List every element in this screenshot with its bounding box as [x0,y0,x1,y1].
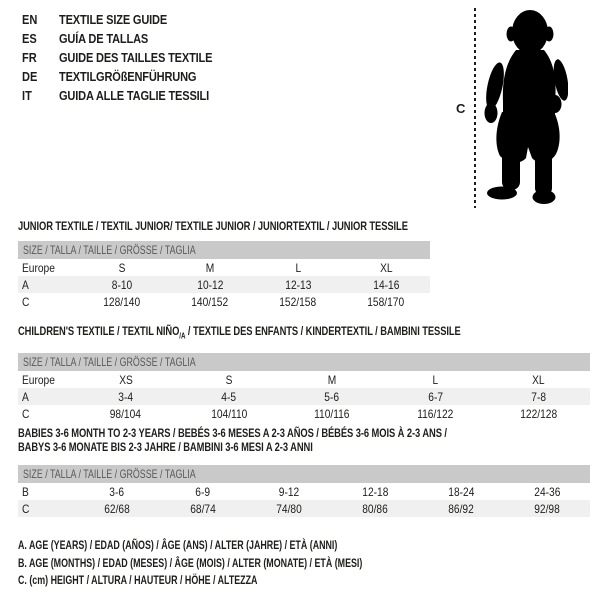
size-value: 68/74 [190,501,216,516]
size-value: 110/116 [314,406,350,421]
footnote: C. (cm) HEIGHT / ALTURA / HAUTEUR / HÖHE / ALTEZZA [18,573,258,587]
table-title-line: BABIES 3-6 MONTH TO 2-3 YEARS / BEBÉS 3-6 MESES A 2-3 AÑOS / BÉBÉS 3-6 MOIS À 2-3 ANS / [18,426,447,440]
guide-title: GUIDE DES TAILLES TEXTILE [59,50,213,65]
size-value: 14-16 [372,277,400,292]
size-header-label: SIZE / TALLA / TAILLE / GRÖSSE / TAGLIA [23,243,196,257]
table-cell [177,390,280,404]
table-cell [342,295,430,309]
size-value: S [225,372,233,387]
table-cell [280,407,383,421]
size-value: 92/98 [534,501,560,516]
table-cell [418,485,504,499]
size-value: 98/104 [110,406,142,421]
table-cell [254,295,342,309]
table-title [18,219,430,233]
table-cell [74,485,160,499]
table-cell [18,390,74,404]
table-cell [18,485,74,499]
table-cell [74,390,177,404]
size-header-label: SIZE / TALLA / TAILLE / GRÖSSE / TAGLIA [23,355,196,370]
table-cell [18,261,78,275]
guide-title: TEXTILE SIZE GUIDE [59,12,168,27]
size-value: 74/80 [276,501,302,516]
language-code: EN [22,12,38,27]
table-cell [504,485,590,499]
size-value: 62/68 [104,501,130,516]
footnote: A. AGE (YEARS) / EDAD (AÑOS) / ÂGE (ANS) / ALTER (JAHRE) / ETÀ (ANNI) [18,538,338,552]
language-code: ES [22,31,37,46]
size-value: 7-8 [531,389,546,404]
table-cell [280,390,383,404]
table-cell [78,261,166,275]
size-value: 4-5 [221,389,237,404]
guide-title: GUIDA ALLE TAGLIE TESSILI [59,88,210,103]
table-cell [332,485,418,499]
size-value: 12-18 [361,484,389,499]
size-value: M [327,372,337,387]
table-cell [18,295,78,309]
table-cell [74,502,160,516]
table-cell [487,390,590,404]
row-label: Europe [22,372,55,387]
language-row [22,48,239,67]
size-value: 6-9 [195,484,211,499]
size-value: 80/86 [362,501,388,516]
size-value: S [118,260,126,275]
table-cell [78,295,166,309]
size-value: 158/170 [367,294,405,309]
size-value: 122/128 [519,406,557,421]
table-cell [18,373,74,387]
height-measure-label: C [456,101,466,116]
size-value: 128/140 [103,294,141,309]
table-title-line: BABYS 3-6 MONATE BIS 2-3 JAHRE / BAMBINI 3-6 MESI A 2-3 ANNI [18,440,313,454]
table-cell [166,295,254,309]
size-value: XS [118,372,133,387]
table-cell [177,407,280,421]
table-row [18,483,590,500]
size-value: 116/122 [417,406,454,421]
table-cell [74,407,177,421]
table-row [18,259,430,276]
language-row [22,29,239,48]
language-header [22,10,239,105]
size-value: 104/110 [210,406,247,421]
table-cell [74,373,177,387]
table-cell [18,502,74,516]
table-cell [78,278,166,292]
size-header-bar [18,241,430,259]
language-code: DE [22,69,38,84]
row-label: A [22,277,29,292]
table-cell [342,278,430,292]
language-row [22,67,239,86]
guide-title: TEXTILGRÖßENFÜHRUNG [59,69,197,84]
size-value: L [432,372,439,387]
size-value: 18-24 [447,484,475,499]
row-label: Europe [22,260,55,275]
table-cell [384,390,487,404]
table-row [18,405,590,422]
size-value: 9-12 [278,484,300,499]
size-value: 86/92 [448,501,474,516]
size-value: 12-13 [284,277,312,292]
size-value: XL [379,260,393,275]
table-cell [254,278,342,292]
size-header-bar [18,353,590,371]
table-cell [160,502,246,516]
table-row [18,371,590,388]
junior-textile-table [18,219,430,310]
table-cell [384,373,487,387]
table-rows [18,259,430,310]
table-cell [342,261,430,275]
language-code: FR [22,50,37,65]
table-row [18,388,590,405]
baby-figure [448,5,598,215]
footnote: B. AGE (MONTHS) / EDAD (MESES) / ÂGE (MOIS) / ALTER (MONATE) / ETÀ (MESI) [18,555,363,570]
size-value: 6-7 [427,389,443,404]
table-cell [280,373,383,387]
size-value: L [295,260,301,275]
baby-silhouette-icon [482,8,568,210]
size-value: 8-10 [111,277,133,292]
size-value: 152/158 [279,294,317,309]
size-header-bar [18,465,590,483]
row-label: C [22,406,30,421]
table-cell [246,485,332,499]
row-label: B [22,484,29,499]
table-cell [18,407,74,421]
table-cell [166,278,254,292]
row-label: C [22,294,30,309]
row-label: C [22,501,30,516]
table-title [18,324,590,343]
table-row [18,293,430,310]
table-cell [332,502,418,516]
size-value: 24-36 [533,484,561,499]
table-row [18,276,430,293]
table-rows [18,483,590,517]
table-cell [504,502,590,516]
table-cell [246,502,332,516]
children-textile-table [18,324,590,422]
table-cell [166,261,254,275]
size-value: 5-6 [324,389,340,404]
table-title [18,426,590,454]
size-value: 10-12 [196,277,224,292]
size-value: XL [532,372,545,387]
size-value: 3-6 [109,484,125,499]
table-title-line: JUNIOR TEXTILE / TEXTIL JUNIOR/ TEXTILE JUNIOR / JUNIORTEXTIL / JUNIOR TESSILE [18,219,408,233]
size-value: 140/152 [191,294,229,309]
babies-textile-table [18,426,590,517]
table-row [18,500,590,517]
table-rows [18,371,590,422]
height-measure-line [474,8,476,208]
table-cell [487,373,590,387]
table-cell [418,502,504,516]
table-cell [160,485,246,499]
size-header-label: SIZE / TALLA / TAILLE / GRÖSSE / TAGLIA [23,467,196,481]
row-label: A [22,389,29,404]
language-code: IT [22,88,32,103]
table-cell [487,407,590,421]
table-cell [18,278,78,292]
table-title-line: CHILDREN'S TEXTILE / TEXTIL $NIÑO_{/A}$ / TEXTILE DES ENFANTS / KINDERTEXTIL / BAMBINI TESSILE [18,324,461,341]
size-value: M [205,260,215,275]
language-row [22,86,239,105]
table-cell [384,407,487,421]
table-cell [177,373,280,387]
language-row [22,10,239,29]
guide-title: GUÍA DE TALLAS [59,31,149,46]
footnotes [18,537,483,590]
table-cell [254,261,342,275]
size-value: 3-4 [118,389,133,404]
